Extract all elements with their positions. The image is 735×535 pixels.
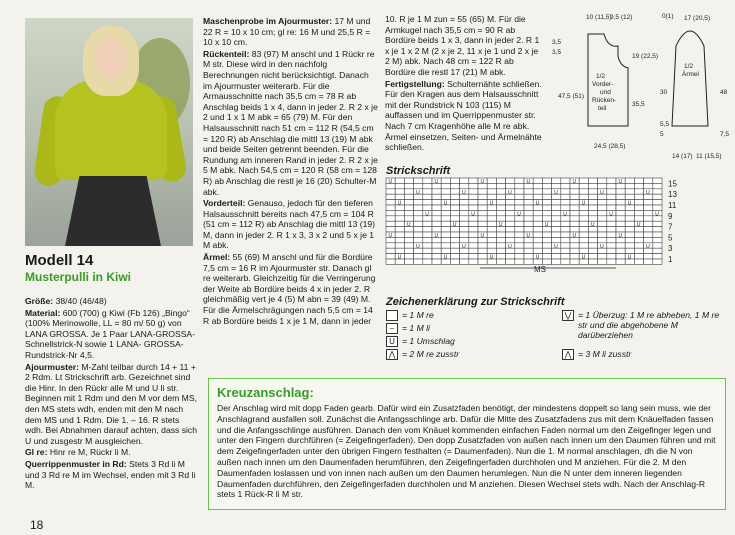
row-number: 3 xyxy=(668,244,673,254)
svg-text:U: U xyxy=(416,243,420,250)
paragraph: Ärmel: 55 (69) M anschl und für die Bordüre 7,5 cm = 16 R im Ajourmuster str. Danach gl re weiterarb. Gleichzeitig für die Verringerung der Weite ab Bordüre beids 4 x in jeder 2. R gleichmäßig vert je 4 (5) M abn = 39 (49) M. Für die Ärmelschrägungen nach 5,5 cm = 14 R ab Bordüre beids 1 x je 1 M, dann in jeder xyxy=(203,252,376,326)
svg-text:24,5 (28,5): 24,5 (28,5) xyxy=(594,143,626,150)
svg-text:0(1): 0(1) xyxy=(662,13,674,20)
svg-text:3,5: 3,5 xyxy=(552,39,562,46)
instructions-column-3 xyxy=(385,14,545,154)
instructions-column-1 xyxy=(25,296,197,492)
svg-text:U: U xyxy=(636,222,641,229)
legend-item: = 1 M re xyxy=(386,310,434,321)
svg-text:U: U xyxy=(572,179,577,185)
svg-text:9,5 (12): 9,5 (12) xyxy=(610,14,633,21)
svg-text:U: U xyxy=(526,233,531,239)
knitting-chart xyxy=(384,176,684,274)
svg-text:U: U xyxy=(535,254,540,261)
row-number: 11 xyxy=(668,201,677,210)
svg-text:U: U xyxy=(544,222,549,229)
row-number: 5 xyxy=(668,233,673,243)
svg-text:30: 30 xyxy=(660,89,668,96)
schematic-body-label: 1/2 Vorder-und Rücken-teil xyxy=(592,73,617,112)
svg-text:U: U xyxy=(434,233,439,239)
page-number: 18 xyxy=(30,518,44,532)
model-subtitle: Musterpulli in Kiwi xyxy=(25,270,132,284)
kreuzanschlag-box xyxy=(208,378,726,510)
svg-text:U: U xyxy=(655,211,659,218)
svg-text:7,5: 7,5 xyxy=(720,131,730,138)
svg-text:10 (11,5): 10 (11,5) xyxy=(586,14,612,21)
svg-text:U: U xyxy=(416,189,420,196)
svg-text:U: U xyxy=(508,189,512,196)
legend-item: – = 1 M li xyxy=(386,323,430,334)
svg-text:U: U xyxy=(508,243,512,250)
svg-text:U: U xyxy=(406,222,411,229)
svg-text:U: U xyxy=(581,254,586,261)
svg-text:14 (17): 14 (17) xyxy=(672,153,693,160)
svg-text:U: U xyxy=(600,189,604,196)
svg-text:17 (20,5): 17 (20,5) xyxy=(684,15,711,22)
svg-text:U: U xyxy=(397,200,402,207)
paragraph: Vorderteil: Genauso, jedoch für den tieferen Halsausschnitt bereits nach 47,5 cm = 104 R (51 cm = 112 R) ab Anschlag die mittl 13 (19) M, dann in jeder 2. R 1 x 3, 3 x 2 und 5 x je 1 M abk. xyxy=(203,198,376,251)
paragraph: Material: 600 (700) g Kiwi (Fb 126) „Bingo“ (100% Merinowolle, LL = 80 m/ 50 g) von LANA GROSSA. Je 1 Paar LANA-GROSSA-Schnellstrick-N sowie 1 LANA- GROSSA-Rundstrick-Nr 4,5. xyxy=(25,307,196,360)
svg-text:5,5: 5,5 xyxy=(660,121,670,128)
chart-title: Strickschrift xyxy=(386,165,451,177)
model-title: Modell 14 xyxy=(25,252,94,269)
svg-text:U: U xyxy=(462,243,466,250)
svg-text:U: U xyxy=(480,233,485,239)
box-title: Kreuzanschlag: xyxy=(217,385,314,400)
row-number: 15 xyxy=(668,179,677,189)
svg-text:U: U xyxy=(526,179,531,185)
svg-text:U: U xyxy=(581,200,586,207)
svg-text:U: U xyxy=(452,222,457,229)
svg-text:U: U xyxy=(554,189,558,196)
svg-text:U: U xyxy=(425,211,429,218)
svg-text:U: U xyxy=(554,243,558,250)
svg-text:U: U xyxy=(590,222,595,229)
svg-text:48: 48 xyxy=(720,89,728,96)
svg-text:3,5: 3,5 xyxy=(552,49,562,56)
legend-item: ⋀ = 2 M re zusstr xyxy=(386,349,459,360)
paragraph: Fertigstellung: Schulternähte schließen. Für den Kragen aus dem Halsausschnitt mit der Rundstrick N 103 (115) M auffassen und im Querrippenmuster str. Nach 7 cm Kragenhöhe alle M re abk. Ärmel einsetzen, Seiten- und Ärmelnähte schließen. xyxy=(385,78,542,153)
svg-text:U: U xyxy=(618,179,623,185)
schematic-sleeve-label: 1/2 Ärmel xyxy=(682,63,699,78)
svg-text:U: U xyxy=(646,243,650,250)
svg-text:U: U xyxy=(627,254,632,261)
paragraph: Maschenprobe im Ajourmuster: 17 M und 22 R = 10 x 10 cm; gl re: 16 M und 25,5 R = 10 x 10 cm. xyxy=(203,16,371,48)
svg-text:U: U xyxy=(600,243,604,250)
svg-text:U: U xyxy=(388,233,393,239)
row-number: 13 xyxy=(668,190,677,200)
svg-text:U: U xyxy=(489,200,494,207)
legend-item: U = 1 Umschlag xyxy=(386,336,455,347)
svg-text:U: U xyxy=(471,211,475,218)
legend-title: Zeichenerklärung zur Strickschrift xyxy=(386,296,565,308)
svg-text:5: 5 xyxy=(660,131,664,138)
repeat-label: MS xyxy=(534,265,546,274)
row-number: 9 xyxy=(668,211,673,221)
svg-text:47,5 (51): 47,5 (51) xyxy=(558,93,585,100)
legend-item: ⋀ = 3 M li zusstr xyxy=(562,349,631,360)
svg-text:U: U xyxy=(517,211,521,218)
paragraph: 10. R je 1 M zun = 55 (65) M. Für die Armkugel nach 35,5 cm = 90 R ab Bordüre beids 1 x 3, dann in jeder 2. R 1 x je 1 x 2 M (2 x je 2, 11 x je 1 und 2 x je 2 M) abk. Nach 48 cm = 122 R ab Bordüre die restl 17 (21) M abk. xyxy=(385,14,540,77)
svg-text:U: U xyxy=(627,200,632,207)
legend-item: ⋁ = 1 Überzug: 1 M re abheben, 1 M re str und die abgehobene M darüberziehen xyxy=(562,310,722,340)
svg-text:U: U xyxy=(498,222,503,229)
svg-text:U: U xyxy=(563,211,567,218)
row-number: 1 xyxy=(668,255,673,264)
model-photo xyxy=(25,18,193,246)
paragraph: Rückenteil: 83 (97) M anschl und 1 Rückr re M str. Diese wird in den nachfolg Berechnungen nicht berücksichtigt. Danach im Ajourmuster weiterarb. Für die Armausschnitte nach 35,5 cm = 78 R ab Anschlag beids 1 x 4, dann in jeder 2. R 2 x je 2 und 1 x 1 M abk = 65 (79) M. Für den Halsausschnitt nach 51 cm = 112 R (54,5 cm = 120 R) ab Anschlag die mittl 13 (19) M abk und beide Seiten getrennt beenden. Für die Rundung am inneren Rand in jeder 2. R 2 x je 5 M abk. Nach 54,5 cm = 120 R (58 cm = 128 R) ab Anschlag die restl je 16 (20) Schulter-M abk. xyxy=(203,48,378,197)
svg-text:U: U xyxy=(388,179,393,185)
paragraph: Gl re: Hinr re M, Rückr li M. xyxy=(25,447,131,458)
svg-text:U: U xyxy=(489,254,494,261)
svg-text:19 (22,5): 19 (22,5) xyxy=(632,53,659,60)
paragraph: Ajourmuster: M-Zahl teilbar durch 14 + 11 + 2 Rdm. Lt Strickschrift arb. Gezeichnet sind die Hinr. In den Rückr alle M und U li str. Beginnen mit 1 Rdm und den M vor dem MS, den MS stets wdh, enden mit den M nach dem MS und 1 Rdm. Die 1. – 16. R stets wdh. Bei Abnahmen darauf achten, dass sich U und zusgestr M ausgleichen. xyxy=(25,361,197,446)
paragraph: Größe: 38/40 (46/48) xyxy=(25,296,107,306)
svg-text:U: U xyxy=(462,189,466,196)
svg-text:11 (15,5): 11 (15,5) xyxy=(696,153,722,160)
svg-text:U: U xyxy=(572,233,577,239)
svg-text:U: U xyxy=(480,179,485,185)
paragraph: Querrippenmuster in Rd: Stets 3 Rd li M und 3 Rd re M im Wechsel, enden mit 3 Rd li M. xyxy=(25,458,196,491)
svg-text:35,5: 35,5 xyxy=(632,101,645,108)
svg-text:U: U xyxy=(609,211,613,218)
box-text: Der Anschlag wird mit dopp Faden gearb. Dafür wird ein Zusatzfaden benötigt, der mindestens doppelt so lang sein muss, wie der Anschlagrand ausfallen soll. Zunächst die Anfangsschlinge arb. Dafür die Mitte des Zusatzfadens zus mit dem Knäuelfaden fassen und die Anfangsschlinge ausführen. Danach den vom Knäuel kommenden einfachen Faden normal um den Zeigefinger legen und unter den Fingern durchführen (= Zeigefingerfaden). Den dopp Zusatzfaden von außen nach innen um den Daumen führen und mit dem Zeigefingerfaden unter den übrigen Fingern festhalten (= Daumenfaden). Nun die 1. M normal anschlagen, dh die N von außen nach innen um den Daumenfaden herumführen, den Zeigefingerfaden durchholen und M anziehen. Für die 2. M den Daumenfaden loslassen und von innen nach außen um den Daumen herumlegen. Nun die N unter dem inneren liegenden Daumenfaden durchführen, den Zeigefingerfaden durchholen und M anziehen. Diesen Wechsel stets wdh. Nach der Anschlag-R stets 1 Rück-R li M str. xyxy=(217,403,716,500)
svg-text:U: U xyxy=(443,200,448,207)
pattern-schematic xyxy=(548,6,733,166)
svg-text:U: U xyxy=(535,200,540,207)
svg-text:U: U xyxy=(618,233,623,239)
instructions-column-2 xyxy=(203,16,379,327)
svg-text:U: U xyxy=(646,189,650,196)
svg-text:U: U xyxy=(443,254,448,261)
svg-text:U: U xyxy=(434,179,439,185)
row-number: 7 xyxy=(668,222,673,232)
svg-text:U: U xyxy=(397,254,402,261)
